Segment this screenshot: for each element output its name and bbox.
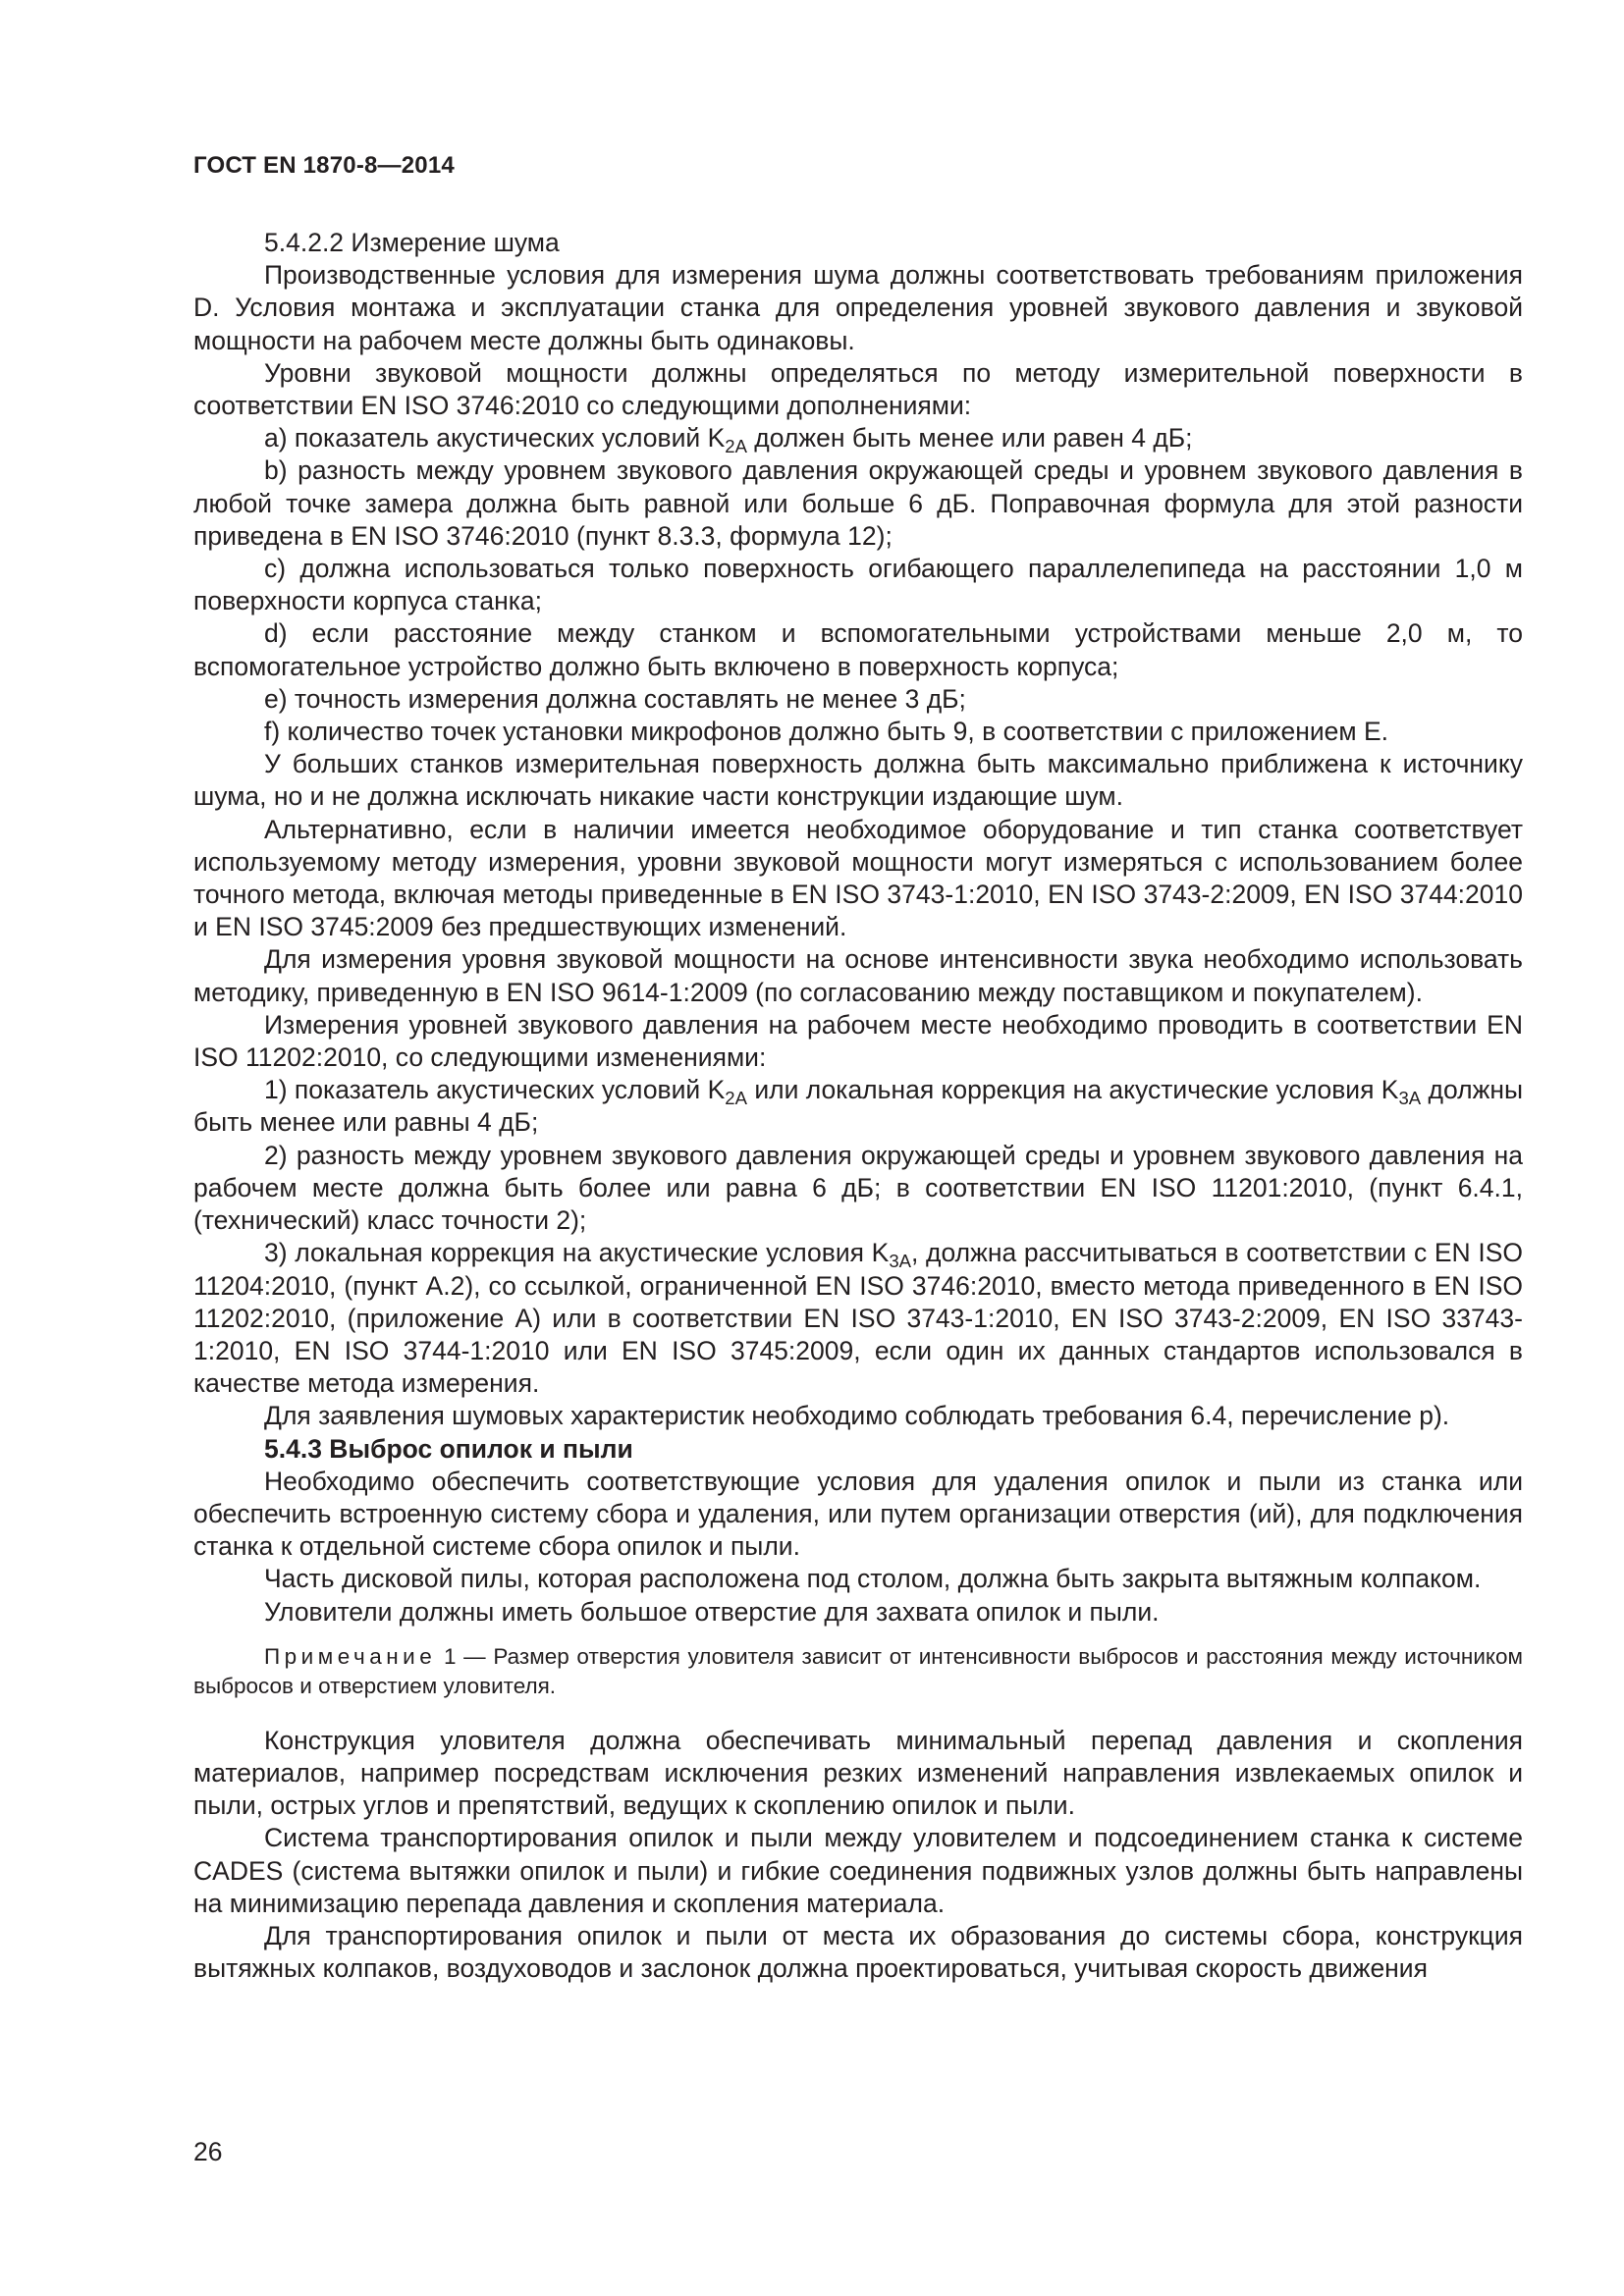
section-heading-dust: 5.4.3 Выброс опилок и пыли <box>264 1433 633 1464</box>
paragraph: Часть дисковой пилы, которая расположена под столом, должна быть закрыта вытяжным колпаком. <box>264 1564 1482 1594</box>
list-item-1: 1) показатель акустических условий $K_{2A}$ или локальная коррекция на акустические условия $K_{3A}$ должны быть менее или равны 4 дБ; <box>193 1075 1523 1138</box>
list-item-2: 2) разность между уровнем звукового давления окружающей среды и уровнем звукового давления на рабочем месте должна быть более или равна 6 дБ; в соответствии EN ISO 11201:2010, (пункт 6.4.1, (технический) класс точности 2); <box>193 1140 1523 1236</box>
document-header: ГОСТ EN 1870-8—2014 <box>193 152 455 179</box>
paragraph: Уловители должны иметь большое отверстие для захвата опилок и пыли. <box>264 1596 1160 1627</box>
note <box>193 1642 1523 1701</box>
paragraph: Производственные условия для измерения шума должны соответствовать требованиям приложения D. Условия монтажа и эксплуатации станка для определения уровней звукового давления и звуковой мощности на рабочем месте должны быть одинаковы. <box>193 260 1523 355</box>
note-label: Примечание <box>264 1643 437 1669</box>
paragraph: У больших станков измерительная поверхность должна быть максимально приближена к источнику шума, но и не должна исключать никакие части конструкции издающие шум. <box>193 749 1523 812</box>
paragraph: Система транспортирования опилок и пыли между уловителем и подсоединением станка к системе CADES (система вытяжки опилок и пыли) и гибкие соединения подвижных узлов должны быть направлены на минимизацию перепада давления и скопления материала. <box>193 1823 1523 1918</box>
paragraph: Для измерения уровня звуковой мощности на основе интенсивности звука необходимо использовать методику, приведенную в EN ISO 9614-1:2009 (по согласованию между поставщиком и покупателем). <box>193 944 1523 1007</box>
list-item-f: f) количество точек установки микрофонов должно быть 9, в соответствии с приложением Е. <box>264 717 1389 747</box>
paragraph: Измерения уровней звукового давления на рабочем месте необходимо проводить в соответствии EN ISO 11202:2010, со следующими изменениями: <box>193 1009 1523 1073</box>
paragraph: Уровни звуковой мощности должны определяться по методу измерительной поверхности в соответствии EN ISO 3746:2010 со следующими дополнениями: <box>193 357 1523 421</box>
note-text: 1 — Размер отверстия уловителя зависит от интенсивности выбросов и расстояния между источником выбросов и отверстием уловителя. <box>193 1643 1523 1698</box>
paragraph: Конструкция уловителя должна обеспечивать минимальный перепад давления и скопления материалов, например посредствам исключения резких изменений направления извлекаемых опилок и пыли, острых углов и препятствий, ведущих к скоплению опилок и пыли. <box>193 1725 1523 1821</box>
list-item-a: а) показатель акустических условий $K_{2A}$ должен быть менее или равен 4 дБ; <box>264 423 1193 457</box>
list-item-c: с) должна использоваться только поверхность огибающего параллелепипеда на расстоянии 1,0 м поверхности корпуса станка; <box>193 554 1523 616</box>
paragraph: Необходимо обеспечить соответствующие условия для удаления опилок и пыли из станка или обеспечить встроенную систему сбора и удаления, или путем организации отверстия (ий), для подключения станка к отдельной системе сбора опилок и пыли. <box>193 1466 1523 1562</box>
list-item-d: d) если расстояние между станком и вспомогательными устройствами меньше 2,0 м, то вспомогательное устройство должно быть включено в поверхность корпуса; <box>193 618 1523 681</box>
list-item-e: е) точность измерения должна составлять не менее 3 дБ; <box>264 683 966 714</box>
section-heading-noise: 5.4.2.2 Измерение шума <box>264 228 560 257</box>
page-number: 26 <box>193 2137 223 2166</box>
list-item-3: 3) локальная коррекция на акустические условия $K_{3A}$, должна рассчитываться в соответствии с EN ISO 11204:2010, (пункт А.2), со ссылкой, ограниченной EN ISO 3746:2010, вместо метода приведенного в EN ISO 11202:2010, (приложение А) или в соответствии EN ISO 3743-1:2010, EN ISO 3743-2:2009, EN ISO 33743-1:2010, EN ISO 3744-1:2010 или EN ISO 3745:2009, если один их данных стандартов использовался в качестве метода измерения. <box>193 1238 1524 1399</box>
page-body <box>193 227 1523 1985</box>
paragraph: Для заявления шумовых характеристик необходимо соблюдать требования 6.4, перечисление р). <box>264 1401 1450 1431</box>
paragraph: Для транспортирования опилок и пыли от места их образования до системы сбора, конструкция вытяжных колпаков, воздуховодов и заслонок должна проектироваться, учитывая скорость движения <box>193 1920 1523 1984</box>
list-item-b: b) разность между уровнем звукового давления окружающей среды и уровнем звукового давления в любой точке замера должна быть равной или больше 6 дБ. Поправочная формула для этой разности приведена в EN ISO 3746:2010 (пункт 8.3.3, формула 12); <box>193 455 1523 551</box>
paragraph: Альтернативно, если в наличии имеется необходимое оборудование и тип станка соответствует используемому методу измерения, уровни звуковой мощности могут измеряться с использованием более точного метода, включая методы приведенные в EN ISO 3743-1:2010, EN ISO 3743-2:2009, EN ISO 3744:2010 и EN ISO 3745:2009 без предшествующих изменений. <box>193 814 1523 942</box>
